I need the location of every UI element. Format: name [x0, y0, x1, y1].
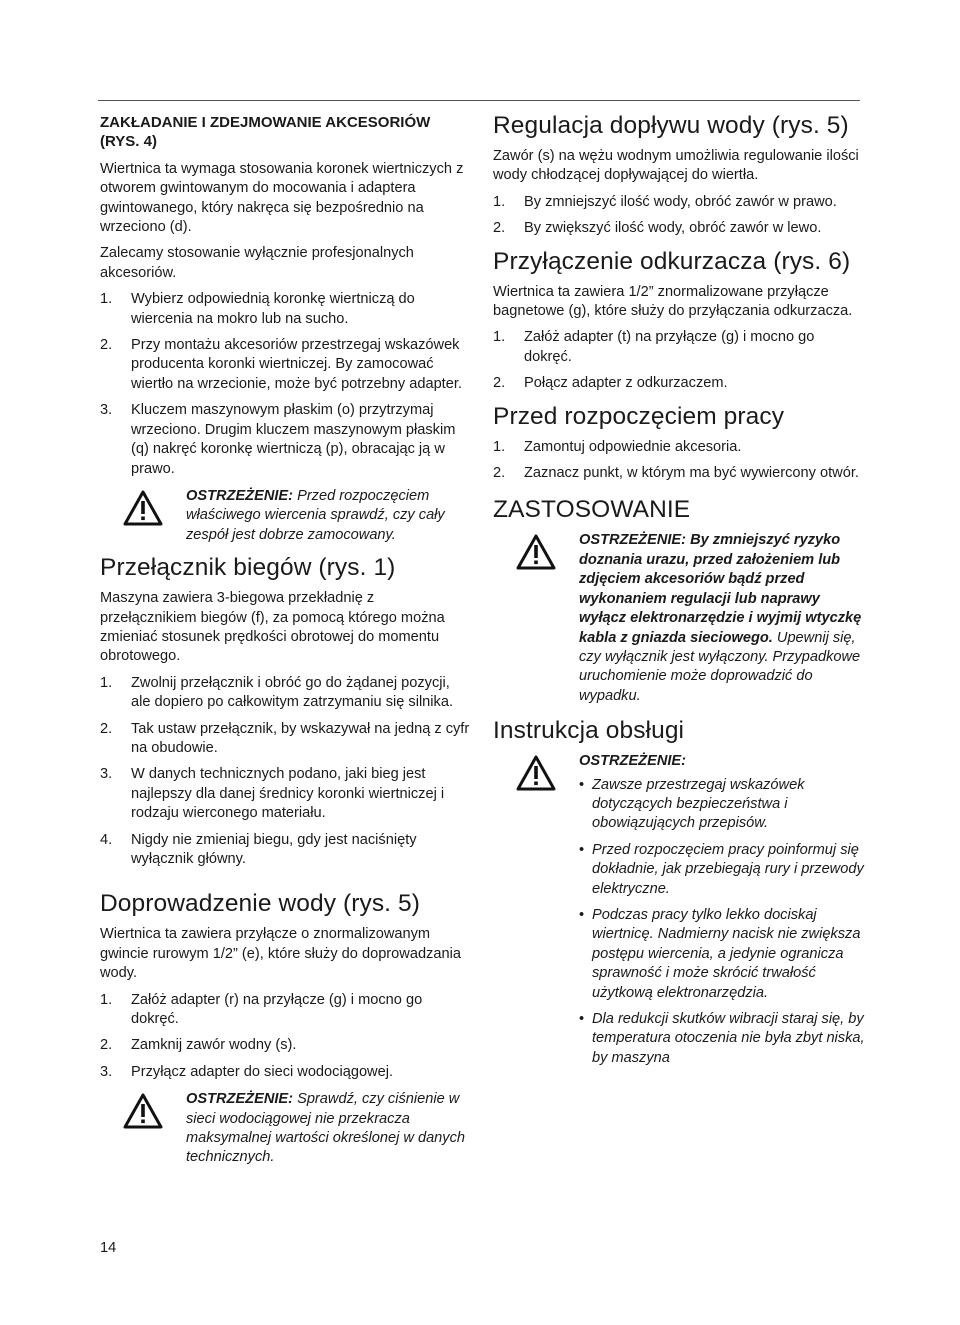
paragraph: Wiertnica ta zawiera przyłącze o znormalizowanym gwincie rurowym 1/2” (e), które służy do doprowadzania wody. — [100, 926, 461, 982]
list-item: 1. Wybierz odpowiednią koronkę wiertniczą do wiercenia na mokro lub na sucho. — [100, 291, 415, 327]
bullet-item: • Podczas pracy tylko lekko dociskaj wiertnicę. Nadmierny nacisk nie zwiększa postępu wiercenia, a jedynie ogranicza sprawność i może skrócić trwałość użytkową elektronarzędzia. — [579, 906, 861, 1001]
list-item: 1. By zmniejszyć ilość wody, obróć zawór w prawo. — [493, 193, 837, 210]
section-title-water-regulation: Regulacja dopływu wody (rys. 5) — [493, 112, 849, 139]
section-title-gear-switch: Przełącznik biegów (rys. 1) — [100, 554, 396, 582]
warning-text: OSTRZEŻENIE: Sprawdź, czy ciśnienie w sieci wodociągowej nie przekracza maksymalnej wartości określonej w danych technicznych. — [186, 1091, 466, 1166]
warning-text: OSTRZEŻENIE: By zmniejszyć ryzyko doznania urazu, przed założeniem lub zdjęciem akcesoriów bądź przed wykonaniem regulacji lub naprawy wyłącz elektronarzędzie i wyjmij wtyczkę kabla z gniazda sieciowego. Upewnij się, czy wyłącznik jest wyłączony. Przypadkowe uruchomienie może doprowadzić do wypadku. — [579, 532, 862, 704]
bullet-item: • Dla redukcji skutków wibracji staraj się, by temperatura otoczenia nie była zbyt niska, by maszyna — [579, 1011, 865, 1066]
warning-block — [493, 752, 865, 1075]
paragraph: Maszyna zawiera 3-biegowa przekładnię z przełącznikiem biegów (f), za pomocą którego można zmieniać stosunek prędkości obrotowej do momentu obrotowego. — [100, 590, 445, 665]
section-title-usage: ZASTOSOWANIE — [493, 496, 691, 524]
section-title-water-supply: Doprowadzenie wody (rys. 5) — [100, 890, 420, 918]
list-item: 2. By zwiększyć ilość wody, obróć zawór w lewo. — [493, 220, 822, 237]
list-item: 3. Kluczem maszynowym płaskim (o) przytrzymaj wrzeciono. Drugim kluczem maszynowym płaskim (q) nakręć koronkę wiertniczą (p), obracając ją w prawo. — [100, 402, 456, 477]
left-column — [100, 113, 472, 1178]
warning-text: OSTRZEŻENIE: Przed rozpoczęciem właściwego wiercenia sprawdź, czy cały zespół jest dobrze zamocowany. — [186, 487, 445, 543]
warning-icon — [493, 531, 579, 570]
warning-block — [100, 487, 472, 545]
warning-block — [100, 1090, 472, 1168]
warning-icon — [493, 752, 579, 791]
paragraph: Wiertnica ta zawiera 1/2” znormalizowane przyłącze bagnetowe (g), które służy do przyłączania odkurzacza. — [493, 283, 853, 320]
section-title-vacuum: Przyłączenie odkurzacza (rys. 6) — [493, 247, 851, 275]
list-item: 3. W danych technicznych podano, jaki bieg jest najlepszy dla danej średnicy koronki wiertniczej i rodzaju wierconego materiału. — [100, 766, 445, 822]
section-title-before-work: Przed rozpoczęciem pracy — [493, 402, 785, 430]
page-number: 14 — [100, 1240, 117, 1256]
warning-label: OSTRZEŻENIE: — [579, 753, 687, 770]
section-title-accessories: ZAKŁADANIE I ZDEJMOWANIE AKCESORIÓW (RYS. 4) — [100, 114, 431, 151]
list-item: 1. Zamontuj odpowiednie akcesoria. — [493, 438, 742, 455]
list-item: 1. Załóż adapter (t) na przyłącze (g) i mocno go dokręć. — [493, 329, 815, 365]
list-item: 2. Zaznacz punkt, w którym ma być wywiercony otwór. — [493, 465, 859, 482]
paragraph: Zawór (s) na wężu wodnym umożliwia regulowanie ilości wody chłodzącej dopływającej do wiertła. — [493, 148, 859, 184]
list-item: 1. Zwolnij przełącznik i obróć go do żądanej pozycji, ale dopiero po całkowitym zatrzymaniu się silnika. — [100, 674, 454, 711]
warning-content — [579, 752, 865, 1075]
top-rule — [98, 100, 860, 101]
paragraph: Zalecamy stosowanie wyłącznie profesjonalnych akcesoriów. — [100, 245, 414, 281]
warning-block — [493, 531, 865, 706]
list-item: 2. Połącz adapter z odkurzaczem. — [493, 375, 728, 392]
warning-icon — [100, 487, 186, 526]
list-item: 2. Przy montażu akcesoriów przestrzegaj wskazówek producenta koronki wiertniczej. By zamocować wiertło na wrzecionie, może być potrzebny adapter. — [100, 337, 462, 392]
list-item: 2. Zamknij zawór wodny (s). — [100, 1037, 297, 1054]
right-column — [493, 113, 865, 1079]
list-item: 2. Tak ustaw przełącznik, by wskazywał na jedną z cyfr na obudowie. — [100, 720, 470, 756]
section-title-instructions: Instrukcja obsługi — [493, 717, 685, 745]
bullet-item: • Przed rozpoczęciem pracy poinformuj się dokładnie, jak przebiegają rury i przewody elektryczne. — [579, 841, 864, 897]
bullet-item: • Zawsze przestrzegaj wskazówek dotyczących bezpieczeństwa i obowiązujących przepisów. — [579, 776, 805, 832]
list-item: 3. Przyłącz adapter do sieci wodociągowej. — [100, 1063, 394, 1080]
warning-icon — [100, 1090, 186, 1129]
paragraph: Wiertnica ta wymaga stosowania koronek wiertniczych z otworem gwintowanym do mocowania i adaptera gwintowanego, który nakręca się bezpośrednio na wrzeciono (d). — [100, 160, 464, 236]
list-item: 4. Nigdy nie zmieniaj biegu, gdy jest naciśnięty wyłącznik główny. — [100, 831, 417, 867]
list-item: 1. Załóż adapter (r) na przyłącze (g) i mocno go dokręć. — [100, 991, 423, 1028]
